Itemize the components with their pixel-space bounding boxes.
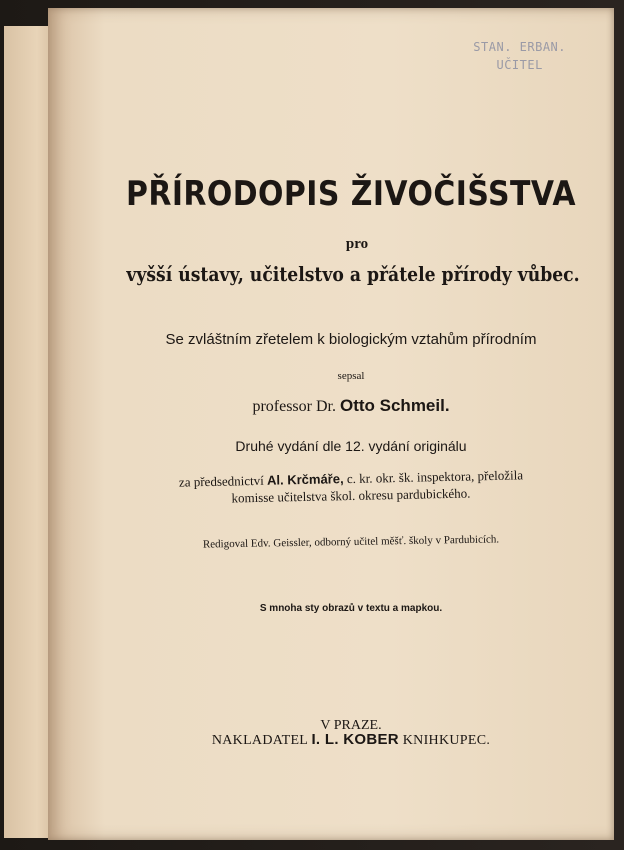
translation-prefix: za předsednictví: [178, 472, 264, 490]
stamp-line-2: UČITEL: [496, 58, 543, 72]
illustrations-line: S mnoha sty obrazů v textu a mapkou.: [259, 603, 443, 614]
publication-city: V PRAZE.: [320, 718, 382, 733]
publisher-prefix: NAKLADATEL: [211, 733, 308, 748]
author-name: Otto Schmeil.: [339, 396, 450, 415]
stamp-line-1: STAN. ERBAN.: [473, 40, 566, 54]
editor-line: Redigoval Edv. Geissler, odborný učitel měšť. školy v Pardubicích.: [202, 533, 500, 551]
title-page: [48, 8, 614, 840]
translation-name: Al. Krčmáře,: [266, 471, 344, 488]
author-prefix: professor Dr.: [252, 398, 336, 415]
translation-line-2: komisse učitelstva škol. okresu pardubického.: [231, 485, 471, 506]
edition-line: Druhé vydání dle 12. vydání originálu: [235, 438, 467, 454]
book-title: PŘÍRODOPIS ŽIVOČIŠSTVA: [126, 174, 576, 214]
written-by-label: sepsal: [337, 370, 365, 382]
publisher-line: [68, 731, 624, 749]
publisher-suffix: KNIHKUPEC.: [402, 733, 491, 748]
for-word: pro: [345, 236, 369, 252]
author-line: [68, 396, 624, 416]
book-subtitle: vyšší ústavy, učitelstvo a přátele přírody vůbec.: [126, 262, 580, 286]
publisher-name: I. L. KOBER: [311, 731, 399, 748]
translation-suffix: c. kr. okr. šk. inspektora, přeložila: [346, 467, 524, 487]
owner-stamp: [473, 38, 566, 74]
focus-line: Se zvláštním zřetelem k biologickým vztahům přírodním: [165, 331, 537, 348]
